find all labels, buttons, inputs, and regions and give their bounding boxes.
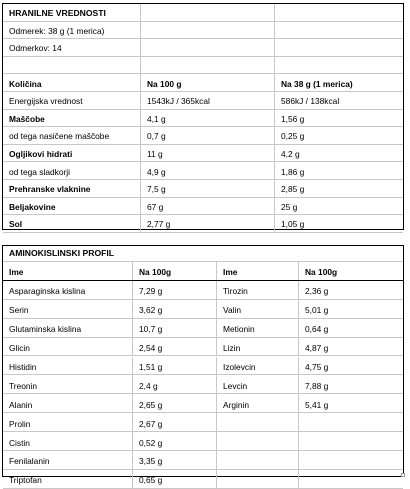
amino-acid-value: 0,65 g — [133, 470, 217, 488]
amino-acid-name — [217, 470, 299, 488]
nutrient-value-per-100g: 67 g — [141, 198, 275, 215]
amino-acid-name: Asparaginska kislina — [3, 281, 133, 299]
nutrient-value-per-100g: 0,7 g — [141, 127, 275, 144]
amino-acid-value: 5,41 g — [305, 399, 329, 410]
amino-acid-name — [217, 432, 299, 450]
amino-row — [3, 319, 403, 338]
nutrition-title-row — [3, 4, 403, 22]
nutrition-row — [3, 127, 403, 145]
column-header: Na 100g — [305, 267, 338, 278]
nutrient-value-per-100g: 2,77 g — [141, 215, 275, 232]
amino-acid-name — [217, 451, 299, 469]
amino-acid-name: Fenilalanin — [3, 451, 133, 469]
nutrition-row — [3, 180, 403, 198]
nutrient-name: Sol — [3, 215, 141, 232]
amino-acid-name — [217, 413, 299, 431]
amino-row — [3, 394, 403, 413]
amino-acid-value: 2,4 g — [133, 375, 217, 393]
nutrient-name: Prehranske vlaknine — [3, 180, 141, 197]
nutrient-value-per-serving: 4,2 g — [281, 148, 300, 159]
servings-count-text: Odmerkov: 14 — [3, 39, 141, 56]
nutrient-value-per-serving: 0,25 g — [281, 131, 305, 142]
amino-acid-value: 1,51 g — [133, 357, 217, 375]
empty-cell — [275, 4, 403, 21]
nutrition-row — [3, 145, 403, 163]
nutrient-value-per-serving: 1,86 g — [281, 166, 305, 177]
nutrition-table — [2, 3, 404, 230]
amino-acid-value: 3,35 g — [133, 451, 217, 469]
nutrient-value-per-serving: 586kJ / 138kcal — [281, 96, 340, 107]
amino-acid-value: 7,88 g — [305, 380, 329, 391]
nutrient-value-per-100g: 11 g — [141, 145, 275, 162]
empty-cell — [141, 39, 275, 56]
table-title: HRANILNE VREDNOSTI — [3, 4, 141, 21]
nutrient-value-per-100g: 7,5 g — [141, 180, 275, 197]
amino-acid-name: Izolevcin — [217, 357, 299, 375]
amino-acid-name: Glutaminska kislina — [3, 319, 133, 337]
amino-acid-name: Serin — [3, 300, 133, 318]
amino-acid-name: Tirozin — [217, 281, 299, 299]
amino-acid-value: 4,75 g — [305, 361, 329, 372]
amino-acid-value: 2,67 g — [133, 413, 217, 431]
amino-acid-value: 0,64 g — [305, 324, 329, 335]
table-title: AMINOKISLINSKI PROFIL — [9, 248, 115, 259]
empty-cell — [141, 22, 275, 39]
resize-handle[interactable] — [401, 473, 405, 477]
amino-acid-value: 7,29 g — [133, 281, 217, 299]
amino-acid-value: 2,54 g — [133, 338, 217, 356]
amino-acid-value: 2,36 g — [305, 286, 329, 297]
amino-row — [3, 451, 403, 470]
amino-row — [3, 338, 403, 357]
nutrient-value-per-100g: 4,9 g — [141, 162, 275, 179]
amino-acid-name: Triptofan — [3, 470, 133, 488]
column-header: Ime — [217, 262, 299, 280]
amino-acid-value — [299, 470, 403, 488]
amino-acid-value: 3,62 g — [133, 300, 217, 318]
amino-row — [3, 413, 403, 432]
amino-row — [3, 432, 403, 451]
amino-acid-table — [2, 245, 404, 486]
amino-header-row — [3, 262, 403, 281]
amino-acid-name: Metionin — [217, 319, 299, 337]
nutrient-value-per-serving: 1,05 g — [281, 219, 305, 230]
servings-count-row — [3, 39, 403, 57]
column-header: Količina — [3, 74, 141, 91]
nutrition-row — [3, 162, 403, 180]
amino-title-row — [3, 246, 403, 262]
nutrition-header-row — [3, 74, 403, 92]
amino-acid-value: 2,65 g — [133, 394, 217, 412]
amino-acid-name: Prolin — [3, 413, 133, 431]
amino-acid-value: 4,87 g — [305, 343, 329, 354]
nutrition-row — [3, 198, 403, 216]
amino-acid-name: Glicin — [3, 338, 133, 356]
nutrition-row — [3, 92, 403, 110]
nutrient-name: Beljakovine — [3, 198, 141, 215]
nutrient-name: od tega sladkorji — [3, 162, 141, 179]
nutrient-name: Maščobe — [3, 110, 141, 127]
amino-acid-name: Arginin — [217, 394, 299, 412]
empty-cell — [275, 22, 403, 39]
amino-acid-value — [299, 432, 403, 450]
nutrient-value-per-serving: 2,85 g — [281, 184, 305, 195]
amino-row — [3, 357, 403, 376]
column-header: Na 38 g (1 merica) — [281, 78, 353, 89]
amino-row — [3, 281, 403, 300]
nutrient-value-per-serving: 25 g — [281, 201, 298, 212]
column-header: Ime — [3, 262, 133, 280]
amino-acid-value: 0,52 g — [133, 432, 217, 450]
amino-row — [3, 375, 403, 394]
nutrient-name: Ogljikovi hidrati — [3, 145, 141, 162]
empty-cell — [275, 57, 403, 74]
nutrition-row — [3, 110, 403, 128]
nutrition-row — [3, 215, 403, 233]
amino-acid-name: Cistin — [3, 432, 133, 450]
amino-acid-name: Treonin — [3, 375, 133, 393]
nutrient-value-per-100g: 1543kJ / 365kcal — [141, 92, 275, 109]
amino-acid-name: Levcin — [217, 375, 299, 393]
amino-row — [3, 300, 403, 319]
nutrient-value-per-100g: 4,1 g — [141, 110, 275, 127]
amino-row — [3, 470, 403, 489]
amino-acid-value — [299, 451, 403, 469]
spacer-row — [3, 57, 403, 75]
serving-size-text: Odmerek: 38 g (1 merica) — [3, 22, 141, 39]
amino-acid-name: Valin — [217, 300, 299, 318]
column-header: Na 100g — [133, 262, 217, 280]
column-header: Na 100 g — [141, 74, 275, 91]
nutrient-value-per-serving: 1,56 g — [281, 113, 305, 124]
amino-acid-name: Alanin — [3, 394, 133, 412]
empty-cell — [275, 39, 403, 56]
amino-acid-name: Lizin — [217, 338, 299, 356]
empty-cell — [141, 4, 275, 21]
nutrient-name: od tega nasičene maščobe — [3, 127, 141, 144]
nutrient-name: Energijska vrednost — [3, 92, 141, 109]
amino-acid-value — [299, 413, 403, 431]
amino-acid-name: Histidin — [3, 357, 133, 375]
amino-acid-value: 5,01 g — [305, 305, 329, 316]
empty-cell — [3, 57, 141, 74]
empty-cell — [141, 57, 275, 74]
amino-acid-value: 10,7 g — [133, 319, 217, 337]
serving-size-row — [3, 22, 403, 40]
